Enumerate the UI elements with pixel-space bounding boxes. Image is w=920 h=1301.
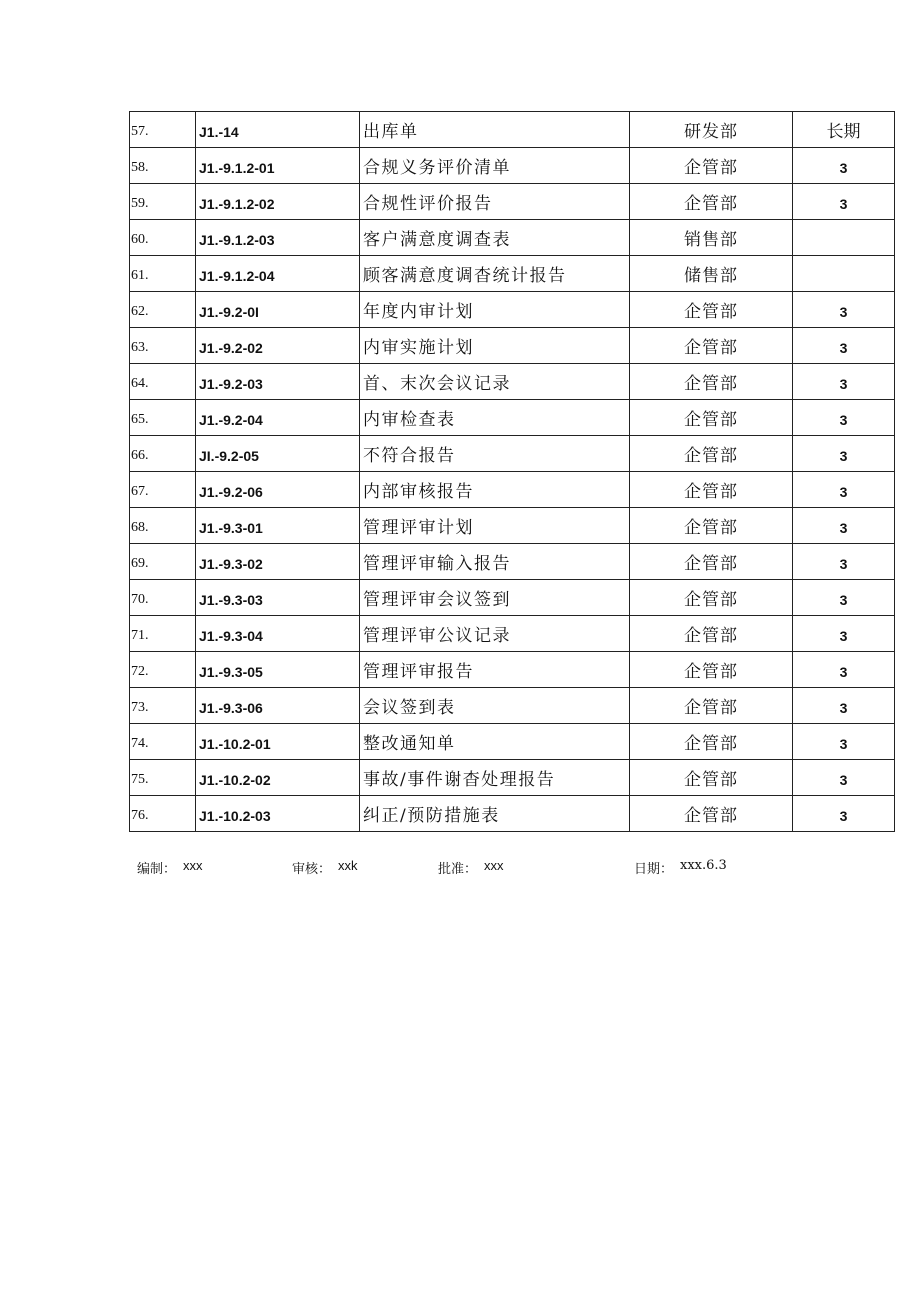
table-row [130, 148, 895, 184]
department: 研发部 [630, 112, 793, 148]
record-name: 内审检查表 [360, 400, 630, 436]
compiled-value: xxx [183, 858, 203, 873]
record-code: J1.-9.2-0I [196, 292, 360, 328]
reviewed-label: 审核： [292, 862, 332, 877]
row-number: 73. [130, 688, 196, 724]
retention-period: 3 [793, 508, 895, 544]
compiled-label: 编制： [137, 862, 177, 877]
record-code: J1.-9.3-02 [196, 544, 360, 580]
record-code: J1.-9.3-03 [196, 580, 360, 616]
record-name: 内审实施计划 [360, 328, 630, 364]
department: 企管部 [630, 436, 793, 472]
row-number: 63. [130, 328, 196, 364]
record-name: 客户满意度调查表 [360, 220, 630, 256]
department: 企管部 [630, 688, 793, 724]
department: 企管部 [630, 400, 793, 436]
record-code: J1.-9.2-03 [196, 364, 360, 400]
table-row [130, 364, 895, 400]
table-row [130, 724, 895, 760]
record-name: 合规性评价报告 [360, 184, 630, 220]
table-row [130, 112, 895, 148]
record-name: 管理评审会议签到 [360, 580, 630, 616]
record-code: J1.-9.3-06 [196, 688, 360, 724]
record-name: 整改通知单 [360, 724, 630, 760]
approved-label: 批准： [438, 862, 478, 877]
retention-period: 3 [793, 688, 895, 724]
department: 销售部 [630, 220, 793, 256]
record-code: J1.-9.3-01 [196, 508, 360, 544]
reviewed-value: xxk [338, 858, 358, 873]
retention-period: 3 [793, 292, 895, 328]
department: 企管部 [630, 544, 793, 580]
row-number: 61. [130, 256, 196, 292]
department: 企管部 [630, 472, 793, 508]
department: 企管部 [630, 580, 793, 616]
record-name: 年度内审计划 [360, 292, 630, 328]
record-code: J1.-9.1.2-02 [196, 184, 360, 220]
department: 企管部 [630, 796, 793, 832]
department: 企管部 [630, 508, 793, 544]
table-row [130, 796, 895, 832]
row-number: 74. [130, 724, 196, 760]
table-row [130, 328, 895, 364]
department: 企管部 [630, 652, 793, 688]
row-number: 68. [130, 508, 196, 544]
retention-period: 3 [793, 796, 895, 832]
record-code: J1.-9.3-05 [196, 652, 360, 688]
record-name: 纠正/预防措施表 [360, 796, 630, 832]
retention-period: 长期 [793, 112, 895, 148]
record-code: J1.-9.1.2-03 [196, 220, 360, 256]
records-table [129, 111, 895, 832]
records-table-body [130, 112, 895, 832]
table-row [130, 292, 895, 328]
table-row [130, 652, 895, 688]
record-name: 合规义务评价清单 [360, 148, 630, 184]
department: 企管部 [630, 292, 793, 328]
record-code: J1.-9.1.2-01 [196, 148, 360, 184]
department: 企管部 [630, 184, 793, 220]
row-number: 62. [130, 292, 196, 328]
retention-period: 3 [793, 724, 895, 760]
department: 企管部 [630, 328, 793, 364]
table-row [130, 760, 895, 796]
record-name: 管理评审公议记录 [360, 616, 630, 652]
table-row [130, 580, 895, 616]
record-name: 首、末次会议记录 [360, 364, 630, 400]
row-number: 67. [130, 472, 196, 508]
row-number: 70. [130, 580, 196, 616]
retention-period: 3 [793, 580, 895, 616]
date-label: 日期： [634, 862, 674, 877]
record-name: 出库单 [360, 112, 630, 148]
record-name: 会议签到表 [360, 688, 630, 724]
retention-period: 3 [793, 760, 895, 796]
record-name: 不符合报告 [360, 436, 630, 472]
table-row [130, 472, 895, 508]
retention-period: 3 [793, 652, 895, 688]
approved-value: xxx [484, 858, 504, 873]
retention-period [793, 220, 895, 256]
signature-footer [0, 858, 920, 878]
table-row [130, 508, 895, 544]
retention-period: 3 [793, 472, 895, 508]
retention-period: 3 [793, 328, 895, 364]
table-row [130, 220, 895, 256]
table-row [130, 400, 895, 436]
record-code: J1.-9.3-04 [196, 616, 360, 652]
record-name: 管理评审报告 [360, 652, 630, 688]
row-number: 72. [130, 652, 196, 688]
record-code: JI.-9.2-05 [196, 436, 360, 472]
department: 企管部 [630, 724, 793, 760]
date-value: xxx.6.3 [680, 858, 727, 873]
record-name: 事故/事件谢杳处理报告 [360, 760, 630, 796]
department: 企管部 [630, 364, 793, 400]
department: 储售部 [630, 256, 793, 292]
table-row [130, 436, 895, 472]
record-name: 顾客满意度调杳统计报告 [360, 256, 630, 292]
record-code: J1.-9.2-02 [196, 328, 360, 364]
row-number: 64. [130, 364, 196, 400]
row-number: 71. [130, 616, 196, 652]
department: 企管部 [630, 148, 793, 184]
row-number: 59. [130, 184, 196, 220]
row-number: 76. [130, 796, 196, 832]
record-name: 管理评审输入报告 [360, 544, 630, 580]
row-number: 57. [130, 112, 196, 148]
record-code: J1.-9.2-04 [196, 400, 360, 436]
record-name: 内部审核报告 [360, 472, 630, 508]
row-number: 69. [130, 544, 196, 580]
retention-period: 3 [793, 148, 895, 184]
table-row [130, 688, 895, 724]
retention-period: 3 [793, 436, 895, 472]
table-row [130, 616, 895, 652]
row-number: 58. [130, 148, 196, 184]
record-code: J1.-10.2-02 [196, 760, 360, 796]
retention-period: 3 [793, 364, 895, 400]
record-code: J1.-14 [196, 112, 360, 148]
retention-period: 3 [793, 616, 895, 652]
table-row [130, 544, 895, 580]
table-row [130, 256, 895, 292]
department: 企管部 [630, 616, 793, 652]
record-code: J1.-9.1.2-04 [196, 256, 360, 292]
department: 企管部 [630, 760, 793, 796]
row-number: 60. [130, 220, 196, 256]
table-row [130, 184, 895, 220]
retention-period: 3 [793, 544, 895, 580]
record-code: J1.-10.2-01 [196, 724, 360, 760]
row-number: 65. [130, 400, 196, 436]
record-code: J1.-9.2-06 [196, 472, 360, 508]
retention-period: 3 [793, 184, 895, 220]
row-number: 66. [130, 436, 196, 472]
retention-period: 3 [793, 400, 895, 436]
row-number: 75. [130, 760, 196, 796]
retention-period [793, 256, 895, 292]
record-code: J1.-10.2-03 [196, 796, 360, 832]
record-name: 管理评审计划 [360, 508, 630, 544]
